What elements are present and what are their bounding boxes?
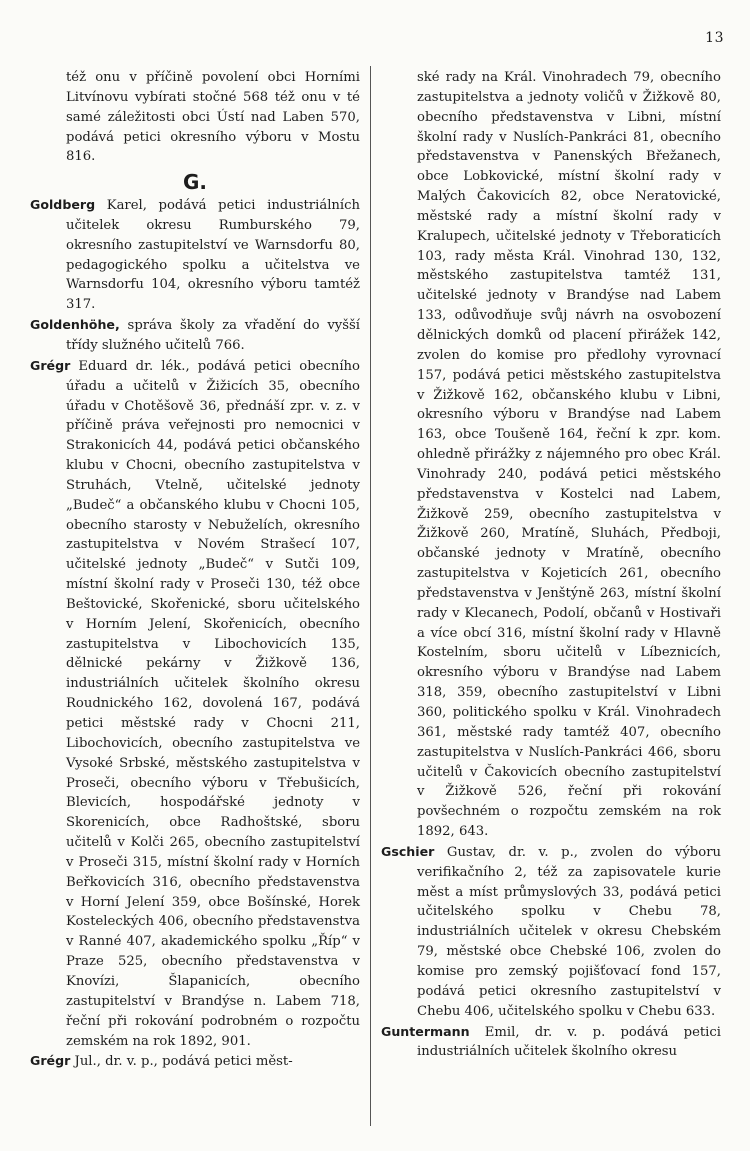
entry-text: Emil, dr. v. p. podává petici industriálních učitelek školního okresu xyxy=(417,1024,721,1060)
entry-headword: Grégr xyxy=(30,1053,71,1069)
index-entry-gschier xyxy=(381,842,721,1022)
entry-headword: Gschier xyxy=(381,843,435,859)
entry-text: Gustav, dr. v. p., zvolen do výboru verifikačního 2, též za zapisovatele kurie měst a míst průmyslových 33, podává petici učitelského spolku v Chebu 78, industriálních učitelek v okresu Chebském 79, městské obce Chebské 106, zvolen do komise pro zemský pojišťovací fond 157, podává petici okresního zastupitelství v Chebu 406, učitelského spolku v Chebu 633. xyxy=(417,844,721,1019)
index-entry-goldberg xyxy=(30,195,360,315)
entry-headword: Guntermann xyxy=(381,1023,470,1039)
index-entry-goldenhohe xyxy=(30,315,360,356)
right-column xyxy=(381,68,721,1062)
continued-entry-text: též onu v příčině povolení obci Horními Litvínovu vybírati stočné 568 též onu v té samé záležitosti obci Ústí nad Laben 570, podává petici okresního výboru v Mostu 816. xyxy=(66,70,360,165)
entry-text: Karel, podává petici industriálních učitelek okresu Rumburského 79, okresního zastupitelství ve Warnsdorfu 80, pedagogického spolku a učitelstva ve Warnsdorfu 104, okresního výboru tamtéž 317. xyxy=(66,198,361,313)
entry-headword: Goldberg xyxy=(30,197,96,213)
index-entry-gregr-eduard xyxy=(30,356,360,1052)
index-entry-gregr-julius xyxy=(30,1051,360,1072)
left-column xyxy=(30,68,360,1072)
index-entry-guntermann xyxy=(381,1022,721,1063)
column-divider xyxy=(370,66,371,1126)
continued-entry-text: ské rady na Král. Vinohradech 79, obecního zastupitelstva a jednoty voličů v Žižkově 80, obecního představenstva v Libni, místní školní rady v Nuslích-Pankráci 81, obecního představenstva v Panenských Břežanech, obce Lobkovické, místní školní rady v Malých Čakovicích 82, obce Neratovické, městské rady a místní školní rady v Kralupech, učitelské jednoty v Třeboraticích 103, rady města Král. Vinohrad 130, 132, městského zastupitelstva tamtéž 131, učitelské jednoty v Brandýse nad Labem 133, odůvodňuje svůj návrh na osvobození dělnických domků od placení přirážek 142, zvolen do komise pro předlohy vyrovnací 157, podává petici městského zastupitelstva v Žižkově 162, občanského klubu v Libni, okresního výboru v Brandýse nad Labem 163, obce Toušeně 164, řeční k zpr. kom. ohledně přirážky z nájemného pro obec Král. Vinohrady 240, podává petici městského představenstva v Kostelci nad Labem, Žižkově 259, obecního zastupitelstva v Žižkově 260, Mratíně, Sluhách, Předboji, občanské jednoty v Mratíně, obecního zastupitelstva v Kojeticích 261, obecního představenstva v Jenštýně 263, místní školní rady v Klecanech, Podolí, občanů v Hostivaři a více obcí 316, místní školní rady v Hlavně Kostelním, sboru učitelů v Líbeznicích, okresního výboru v Brandýse nad Labem 318, 359, obecního zastupitelství v Libni 360, politického spolku v Král. Vinohradech 361, městské rady tamtéž 407, obecního zastupitelstva v Nuslích-Pankráci 466, sboru učitelů v Čakovicích obecního zastupitelství v Žižkově 526, řeční při rokování povšechném o rozpočtu zemském na rok 1892, 643. xyxy=(417,70,721,840)
section-letter-heading: G. xyxy=(182,170,207,195)
entry-text: Jul., dr. v. p., podává petici měst- xyxy=(74,1054,293,1070)
entry-text: Eduard dr. lék., podává petici obecního úřadu a učitelů v Žižicích 35, obecního úřadu v Chotěšově 36, přednáší zpr. v. z. v příčině práva veřejnosti pro nemocnici v Strakonicích 44, podává petici občanského klubu v Chocni, obecního zastupitelstva v Struhách, Vtelně, učitelské jednoty „Budeč“ a občanského klubu v Chocni 105, obecního starosty v Nebuželích, okresního zastupitelstva v Novém Strašecí 107, učitelské jednoty „Budeč“ v Sutči 109, místní školní rady v Proseči 130, též obce Beštovické, Skořenické, sboru učitelského v Horním Jelení, Skořenicích, obecního zastupitelstva v Libochovicích 135, dělnické pekárny v Žižkově 136, industriálních učitelek školního okresu Roudnického 162, dovolená 167, podává petici městské rady v Chocni 211, Libochovicích, obecního zastupitelstva ve Vysoké Srbské, městského zastupitelstva v Proseči, obecního výboru v Třebušicích, Blevicích, hospodářské jednoty v Skorenicích, obce Radhoštské, sboru učitelů v Kolči 265, obecního zastupitelství v Proseči 315, místní školní rady v Horních Beřkovicích 316, obecního představenstva v Horní Jelení 359, obce Bošínské, Horek Kosteleckých 406, obecního představenstva v Ranné 407, akademického spolku „Říp“ v Praze 525, obecního představenstva v Knovízi, Šlapanicích, obecního zastupitelství v Brandýse n. Labem 718, řeční při rokování podrobném o rozpočtu zemském na rok 1892, 901. xyxy=(66,358,360,1049)
page-number: 13 xyxy=(705,30,724,46)
entry-text: správa školy za vřadění do vyšší třídy služného učitelů 766. xyxy=(66,318,360,353)
entry-headword: Goldenhöhe, xyxy=(30,317,120,333)
entry-headword: Grégr xyxy=(30,357,71,373)
